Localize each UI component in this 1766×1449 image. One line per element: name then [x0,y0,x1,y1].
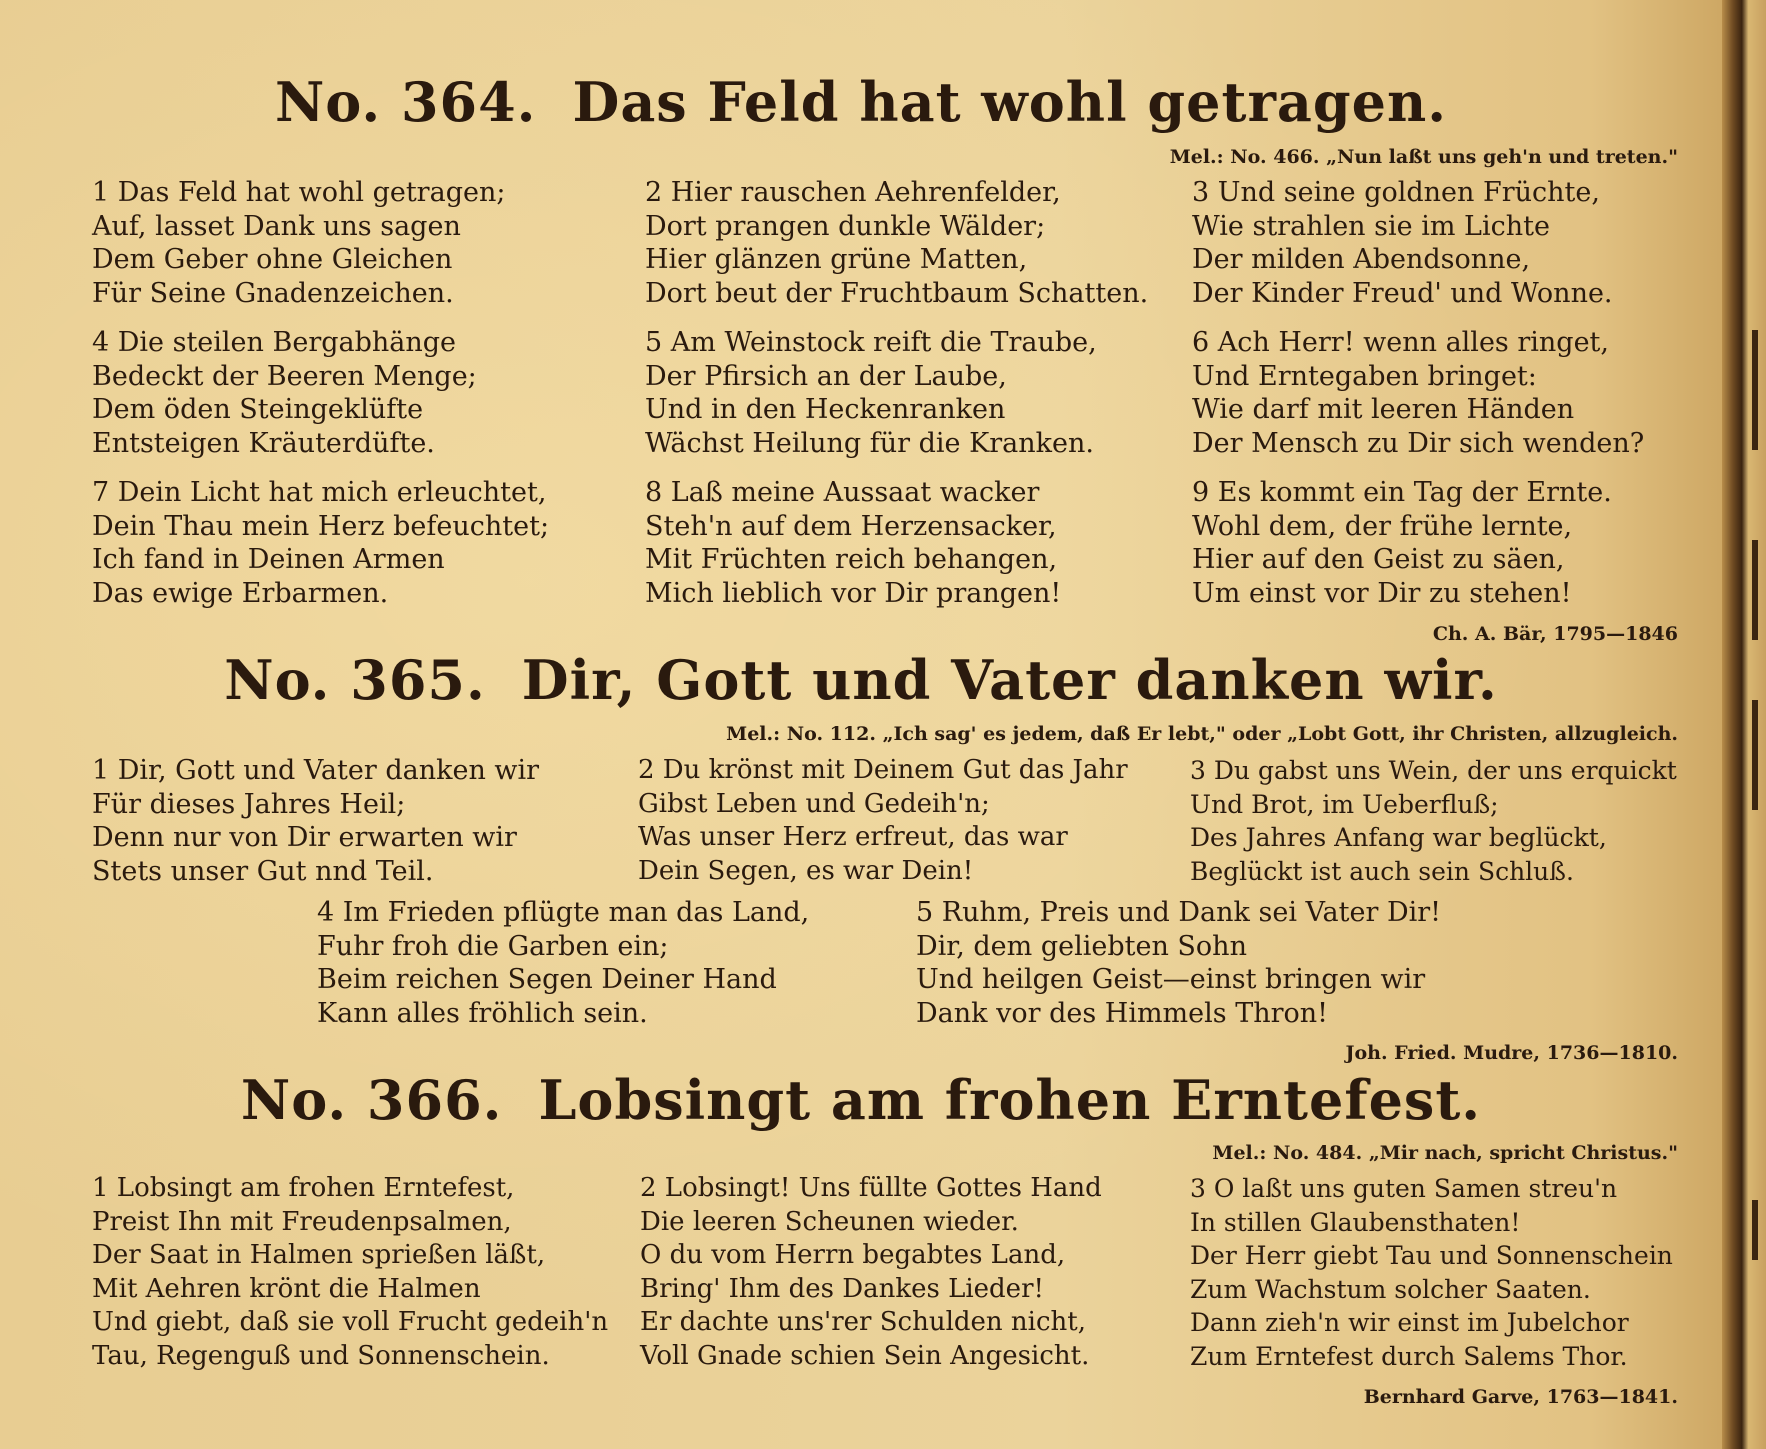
verse-line: Um einst vor Dir zu stehen! [1192,577,1572,609]
stanza [1192,176,1613,310]
stanza [645,476,1061,610]
hymn-title-text: Dir, Gott und Vater danken wir. [521,648,1498,712]
book-spine-edge [1722,0,1766,1449]
verse-line: Hier auf den Geist zu säen, [1192,544,1565,575]
verse-line: Das ewige Erbarmen. [92,577,389,609]
stanza [92,1172,608,1373]
verse-line: Und Erntegaben bringet: [1192,360,1537,392]
stanza [916,896,1441,1030]
verse-line: 3 Und seine goldnen Früchte, [1192,177,1600,208]
verse-line: Er dachte uns'rer Schulden nicht, [640,1307,1087,1337]
verse-line: 3 O laßt uns guten Samen streu'n [1190,1174,1618,1203]
stanza [92,326,477,460]
stanza [1192,326,1644,460]
verse-line: 5 Ruhm, Preis und Dank sei Vater Dir! [916,897,1442,928]
verse-line: Und in den Heckenranken [645,394,1006,425]
stanza [645,176,1148,310]
verse-line: Steh'n auf dem Herzensacker, [645,510,1057,542]
hymn-number: No. 365. [224,648,486,712]
melody-reference: Mel.: No. 112. „Ich sag' es jedem, daß Er lebt," oder „Lobt Gott, ihr Christen, allzugleich. [726,723,1678,745]
stanza [92,176,505,310]
verse-line: Tau, Regenguß und Sonnenschein. [92,1340,550,1371]
verse-line: Auf, lasset Dank uns sagen [92,210,461,242]
hymn-title-364 [0,70,1722,134]
stanza [1192,476,1612,610]
verse-line: Für dieses Jahres Heil; [92,788,406,820]
spine-mark [1752,330,1758,450]
author-credit: Ch. A. Bär, 1795—1846 [1432,623,1678,645]
verse-line: Zum Wachstum solcher Saaten. [1190,1274,1591,1304]
verse-line: Dort prangen dunkle Wälder; [645,210,1046,242]
verse-line: 4 Im Frieden pflügte man das Land, [317,897,810,928]
verse-line: 2 Du krönst mit Deinem Gut das Jahr [638,755,1128,785]
verse-line: In stillen Glaubensthaten! [1190,1207,1521,1237]
verse-line: Bedeckt der Beeren Menge; [92,360,477,392]
verse-line: Bring' Ihm des Dankes Lieder! [640,1273,1044,1304]
verse-line: Was unser Herz erfreut, das war [638,822,1068,852]
verse-line: Dann zieh'n wir einst im Jubelchor [1190,1308,1629,1337]
verse-line: 1 Dir, Gott und Vater danken wir [92,755,540,786]
verse-line: Der Herr giebt Tau und Sonnenschein [1190,1241,1673,1270]
verse-line: Dank vor des Himmels Thron! [916,997,1329,1029]
hymn-title-365 [0,648,1722,712]
verse-line: Zum Erntefest durch Salems Thor. [1190,1341,1628,1371]
verse-line: Voll Gnade schien Sein Angesicht. [640,1340,1090,1371]
stanza [640,1172,1102,1373]
verse-line: Und Brot, im Ueberfluß; [1190,789,1499,819]
stanza [1190,1172,1673,1373]
verse-line: Stets unser Gut nnd Teil. [92,855,434,887]
verse-line: Mit Aehren krönt die Halmen [92,1273,481,1304]
verse-line: Und heilgen Geist—einst bringen wir [916,964,1426,995]
stanza [645,326,1097,460]
hymn-title-366 [0,1068,1722,1132]
stanza [638,754,1128,888]
verse-line: Und giebt, daß sie voll Frucht gedeih'n [92,1307,609,1337]
verse-line: Der Kinder Freud' und Wonne. [1192,277,1613,309]
verse-line: Dem öden Steingeklüfte [92,394,424,425]
verse-line: Ich fand in Deinen Armen [92,544,445,575]
verse-line: Für Seine Gnadenzeichen. [92,277,454,309]
verse-line: Dort beut der Fruchtbaum Schatten. [645,277,1149,309]
melody-reference: Mel.: No. 484. „Mir nach, spricht Christus." [1212,1142,1678,1164]
verse-line: Wohl dem, der frühe lernte, [1192,510,1573,542]
verse-line: Des Jahres Anfang war beglückt, [1190,823,1607,852]
verse-line: 2 Lobsingt! Uns füllte Gottes Hand [640,1173,1102,1203]
verse-line: 5 Am Weinstock reift die Traube, [645,327,1097,358]
verse-line: O du vom Herrn begabtes Land, [640,1240,1066,1270]
verse-line: Hier glänzen grüne Matten, [645,244,1028,275]
stanza [1190,754,1677,888]
verse-line: Preist Ihn mit Freudenpsalmen, [92,1206,512,1237]
verse-line: Beim reichen Segen Deiner Hand [317,964,777,995]
verse-line: Der Pfirsich an der Laube, [645,360,1007,392]
verse-line: Der Mensch zu Dir sich wenden? [1192,427,1645,459]
verse-line: Mich lieblich vor Dir prangen! [645,577,1062,609]
verse-line: Beglückt ist auch sein Schluß. [1190,856,1574,886]
hymn-number: No. 366. [240,1068,503,1132]
spine-mark [1752,700,1758,810]
verse-line: Wächst Heilung für die Kranken. [645,427,1094,459]
verse-line: Der Saat in Halmen sprießen läßt, [92,1240,546,1270]
author-credit: Joh. Fried. Mudre, 1736—1810. [1345,1042,1678,1064]
verse-line: Mit Früchten reich behangen, [645,544,1058,575]
verse-line: Dein Segen, es war Dein! [638,855,974,886]
verse-line: 7 Dein Licht hat mich erleuchtet, [92,477,547,508]
verse-line: Dem Geber ohne Gleichen [92,244,453,275]
hymn-title-text: Lobsingt am frohen Erntefest. [538,1068,1482,1132]
verse-line: 8 Laß meine Aussaat wacker [645,477,1040,508]
verse-line: 3 Du gabst uns Wein, der uns erquickt [1190,756,1677,785]
verse-line: Wie strahlen sie im Lichte [1192,210,1550,242]
verse-line: Dein Thau mein Herz befeuchtet; [92,510,550,542]
verse-line: Die leeren Scheunen wieder. [640,1206,1019,1237]
verse-line: Der milden Abendsonne, [1192,244,1531,275]
stanza [317,896,809,1030]
verse-line: 1 Das Feld hat wohl getragen; [92,177,506,208]
verse-line: 9 Es kommt ein Tag der Ernte. [1192,477,1612,508]
hymn-number: No. 364. [274,70,537,134]
author-credit: Bernhard Garve, 1763—1841. [1363,1386,1678,1408]
verse-line: Dir, dem geliebten Sohn [916,930,1247,962]
verse-line: Denn nur von Dir erwarten wir [92,822,517,853]
verse-line: 2 Hier rauschen Aehrenfelder, [645,177,1061,208]
melody-reference: Mel.: No. 466. „Nun laßt uns geh'n und treten." [1169,146,1678,168]
spine-mark [1752,1200,1758,1260]
spine-mark [1752,540,1758,640]
verse-line: Gibst Leben und Gedeih'n; [638,788,990,819]
verse-line: Wie darf mit leeren Händen [1192,394,1575,425]
verse-line: Entsteigen Kräuterdüfte. [92,427,435,459]
hymn-title-text: Das Feld hat wohl getragen. [572,70,1448,134]
verse-line: 4 Die steilen Bergabhänge [92,327,457,358]
stanza [92,754,539,888]
verse-line: Fuhr froh die Garben ein; [317,930,669,962]
verse-line: Kann alles fröhlich sein. [317,997,648,1029]
verse-line: 6 Ach Herr! wenn alles ringet, [1192,327,1609,358]
verse-line: 1 Lobsingt am frohen Erntefest, [92,1173,515,1203]
stanza [92,476,549,610]
